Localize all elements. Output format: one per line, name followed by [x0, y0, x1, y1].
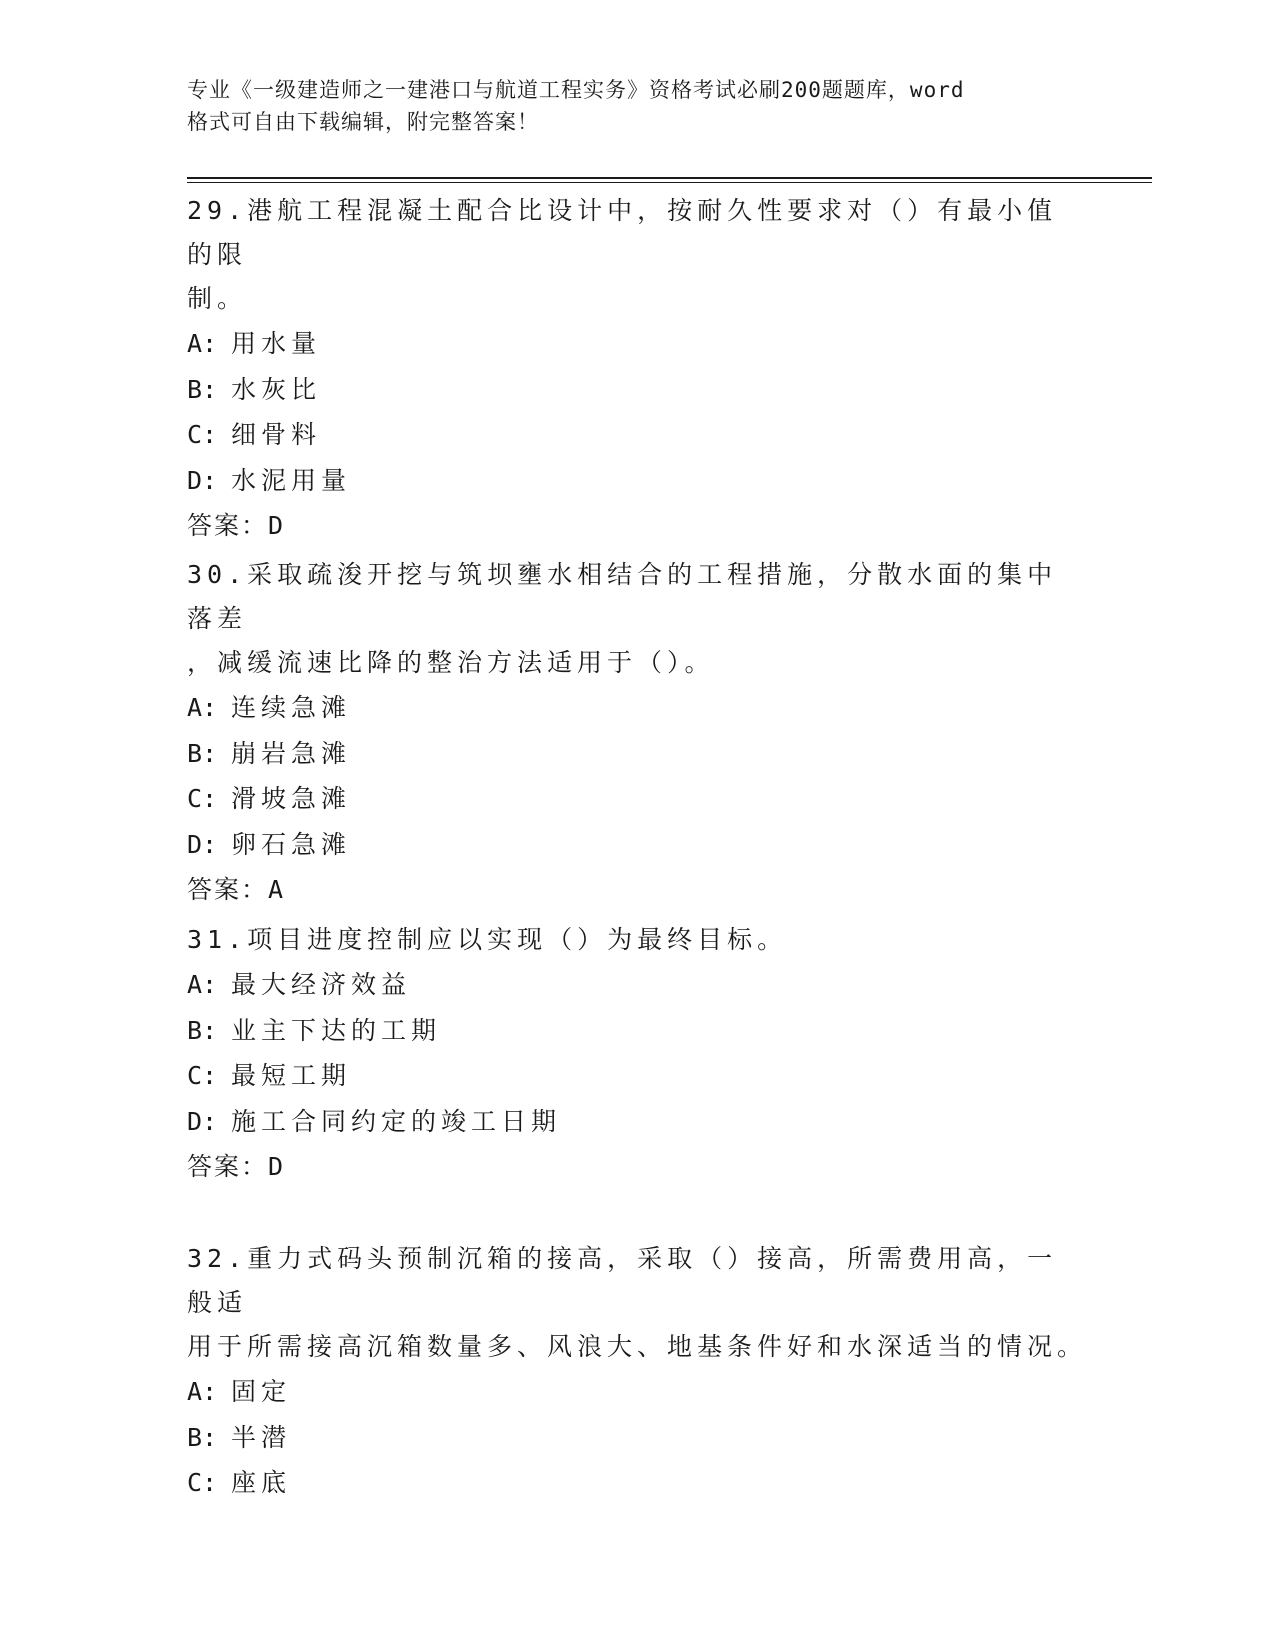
option-b: [187, 367, 1087, 413]
option-key: C:: [187, 420, 218, 449]
option-text: 施工合同约定的竣工日期: [231, 1106, 562, 1136]
option-key: A:: [187, 329, 218, 358]
option-text: 崩岩急滩: [231, 738, 352, 768]
option-d: [187, 1099, 1087, 1145]
option-c: [187, 1053, 1087, 1099]
option-key: C:: [187, 1061, 218, 1090]
option-text: 滑坡急滩: [231, 784, 352, 813]
question-stem-line: 32.重力式码头预制沉箱的接高，采取（）接高，所需费用高，一般适: [187, 1244, 1058, 1317]
answer-line: [187, 503, 1087, 549]
option-key: B:: [187, 738, 218, 768]
question-31: [187, 918, 1087, 1190]
header-line-2: 格式可自由下载编辑，附完整答案！: [187, 110, 539, 134]
option-a: [187, 685, 1087, 731]
document-header: [187, 74, 1067, 138]
option-key: A:: [187, 693, 218, 722]
question-30: [187, 553, 1087, 913]
answer-label: 答案：: [187, 875, 269, 904]
option-text: 用水量: [231, 329, 322, 358]
option-d: [187, 458, 1087, 504]
answer-label: 答案：: [187, 511, 269, 540]
option-b: [187, 1008, 1087, 1054]
answer-value: D: [268, 511, 286, 540]
option-c: [187, 1460, 1087, 1506]
answer-line: [187, 1144, 1087, 1190]
question-29: [187, 189, 1087, 549]
question-stem-line: ，减缓流速比降的整治方法适用于（）。: [187, 648, 715, 677]
option-text: 水灰比: [231, 374, 322, 404]
option-text: 固定: [231, 1377, 292, 1406]
option-key: A:: [187, 1377, 218, 1406]
question-stem-line: 29.港航工程混凝土配合比设计中，按耐久性要求对（）有最小值的限: [187, 196, 1058, 269]
question-32: [187, 1237, 1087, 1506]
option-text: 连续急滩: [231, 693, 352, 722]
header-rule-thin: [187, 182, 1152, 183]
option-key: A:: [187, 970, 218, 999]
option-text: 业主下达的工期: [231, 1015, 442, 1045]
question-stem-line: 制。: [187, 284, 248, 313]
question-stem-line: 31.项目进度控制应以实现（）为最终目标。: [187, 925, 788, 954]
option-b: [187, 731, 1087, 777]
option-text: 半潜: [231, 1422, 292, 1452]
question-stem-line: 用于所需接高沉箱数量多、风浪大、地基条件好和水深适当的情况。: [187, 1332, 1088, 1361]
answer-value: A: [268, 875, 286, 904]
option-text: 细骨料: [231, 420, 322, 449]
header-line-1: 专业《一级建造师之一建港口与航道工程实务》资格考试必刷200题题库，word: [187, 78, 965, 102]
option-c: [187, 412, 1087, 458]
option-text: 卵石急滩: [231, 829, 352, 859]
option-text: 最短工期: [231, 1061, 352, 1090]
question-stem-line: 30.采取疏浚开挖与筑坝壅水相结合的工程措施，分散水面的集中落差: [187, 560, 1058, 633]
option-a: [187, 962, 1087, 1008]
option-key: C:: [187, 1468, 218, 1497]
option-text: 水泥用量: [231, 465, 352, 495]
option-key: D:: [187, 829, 218, 859]
option-a: [187, 1369, 1087, 1415]
option-key: B:: [187, 1015, 218, 1045]
answer-label: 答案：: [187, 1152, 269, 1181]
answer-value: D: [268, 1152, 286, 1181]
answer-line: [187, 867, 1087, 913]
option-text: 最大经济效益: [231, 970, 412, 999]
option-a: [187, 321, 1087, 367]
option-text: 座底: [231, 1468, 292, 1497]
option-key: B:: [187, 374, 218, 404]
option-key: D:: [187, 1106, 218, 1136]
option-b: [187, 1415, 1087, 1461]
header-rule-thick: [187, 177, 1152, 179]
option-key: D:: [187, 465, 218, 495]
option-c: [187, 776, 1087, 822]
option-key: B:: [187, 1422, 218, 1452]
option-key: C:: [187, 784, 218, 813]
option-d: [187, 822, 1087, 868]
